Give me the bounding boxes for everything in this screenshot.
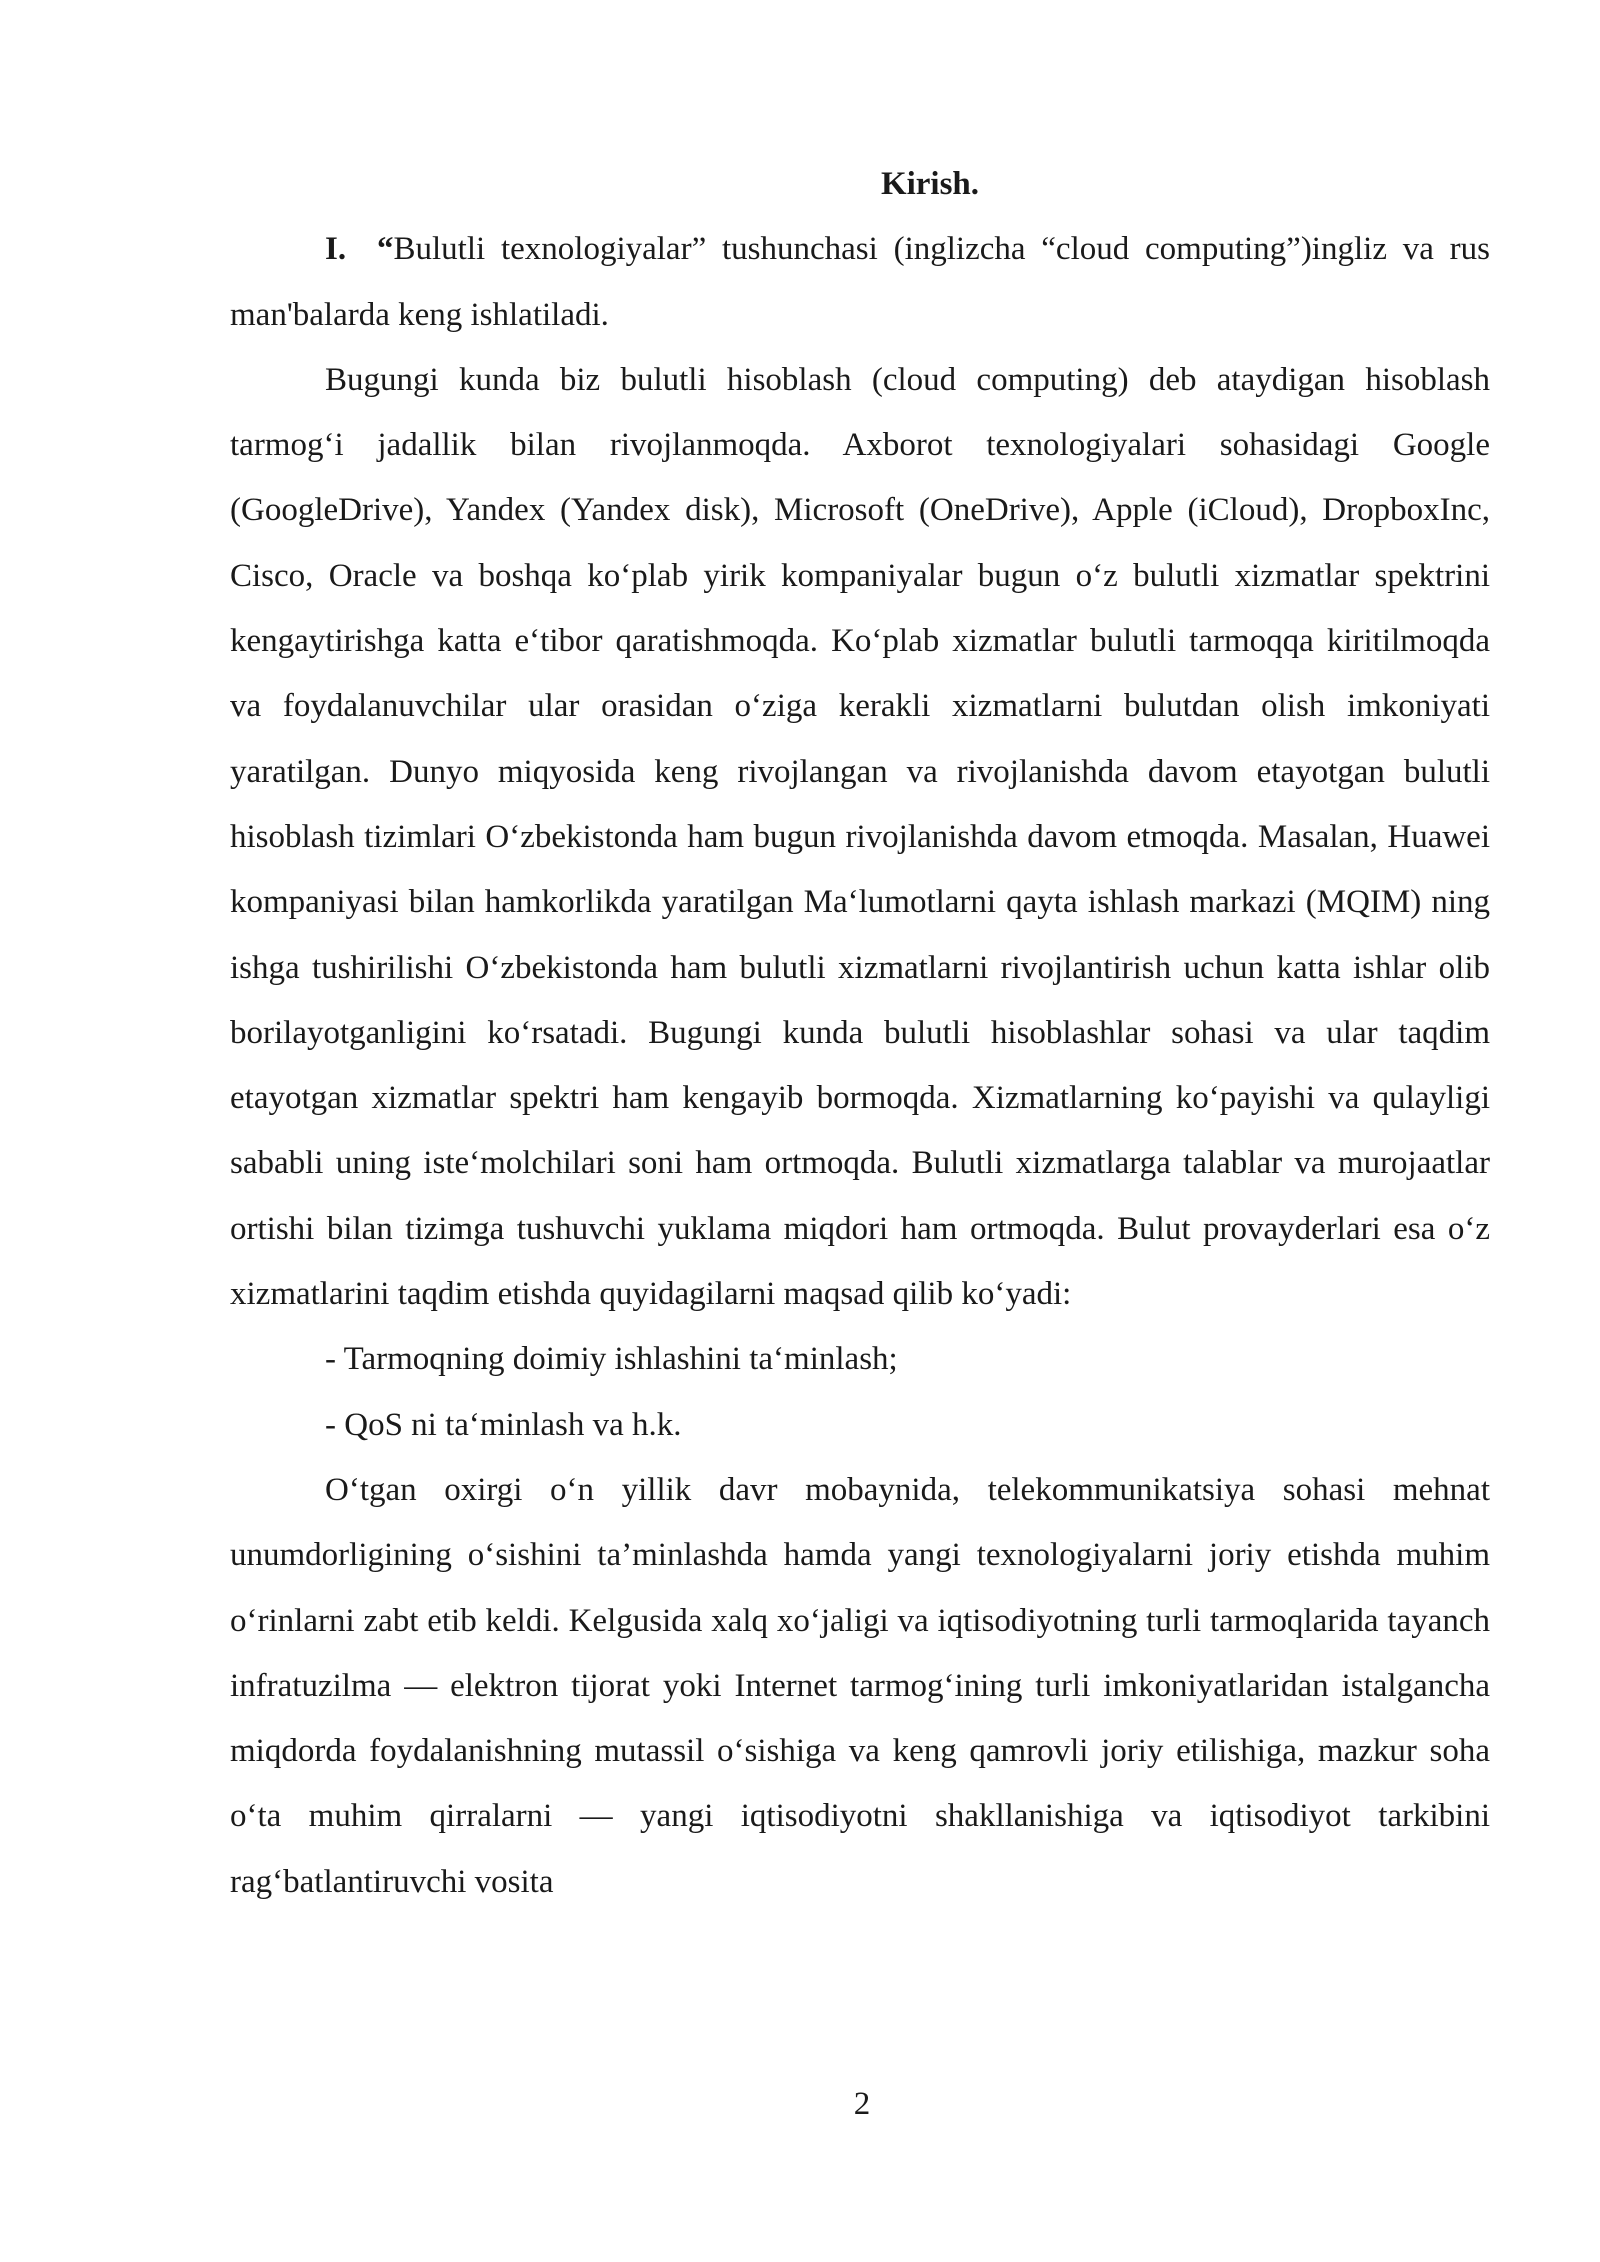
body-paragraph: O‘tgan oxirgi o‘n yillik davr mobaynida, telekommunikatsiya sohasi mehnat unumdorligining o‘sishini ta’minlashda hamda yangi texnologiyalarni joriy etishda muhim o‘rinlarni zabt etib keldi. Kelgusida xalq xo‘jaligi va iqtisodiyotning turli tarmoqlarida tayanch infratuzilma — elektron tijorat yoki Internet tarmog‘ining turli imkoniyatlaridan istalgancha miqdorda foydalanishning mutassil o‘sishiga va keng qamrovli joriy etilishiga, mazkur soha o‘ta muhim qirralarni — yangi iqtisodiyotni shakllanishiga va iqtisodiyot tarkibini rag‘batlantiruvchi vosita	[230, 1471, 1490, 1900]
page-number: 2	[853, 2086, 871, 2122]
intro-paragraph	[230, 217, 1490, 348]
page-body	[230, 152, 1490, 1915]
page-title: Kirish.	[880, 166, 980, 202]
list-item: - Tarmoqning doimiy ishlashini ta‘minlash;	[325, 1341, 898, 1378]
opening-quote-mark: “	[377, 231, 394, 268]
body-paragraph: Bugungi kunda biz bulutli hisoblash (cloud computing) deb ataydigan hisoblash tarmog‘i jadallik bilan rivojlanmoqda. Axborot texnologiyalari sohasidagi Google (GoogleDrive), Yandex (Yandex disk), Microsoft (OneDrive), Apple (iCloud), DropboxInc, Cisco, Oracle va boshqa ko‘plab yirik kompaniyalar bugun o‘z bulutli xizmatlar spektrini kengaytirishga katta e‘tibor qaratishmoqda. Ko‘plab xizmatlar bulutli tarmoqqa kiritilmoqda va foydalanuvchilar ular orasidan o‘ziga kerakli xizmatlarni bulutdan olish imkoniyati yaratilgan. Dunyo miqyosida keng rivojlangan va rivojlanishda davom etayotgan bulutli hisoblash tizimlari O‘zbekistonda ham bugun rivojlanishda davom etmoqda. Masalan, Huawei kompaniyasi bilan hamkorlikda yaratilgan Ma‘lumotlarni qayta ishlash markazi (MQIM) ning ishga tushirilishi O‘zbekistonda ham bulutli xizmatlarni rivojlantirish uchun katta ishlar olib borilayotganligini ko‘rsatadi. Bugungi kunda bulutli hisoblashlar sohasi va ular taqdim etayotgan xizmatlar spektri ham kengayib bormoqda. Xizmatlarning ko‘payishi va qulayligi sababli uning iste‘molchilari soni ham ortmoqda. Bulutli xizmatlarga talablar va murojaatlar ortishi bilan tizimga tushuvchi yuklama miqdori ham ortmoqda. Bulut provayderlari esa o‘z xizmatlarini taqdim etishda quyidagilarni maqsad qilib ko‘yadi:	[230, 361, 1490, 1313]
intro-paragraph-text: Bulutli texnologiyalar” tushunchasi (inglizcha “cloud computing”)ingliz va rus man'balarda keng ishlatiladi.	[230, 231, 1490, 333]
list-item: - QoS ni ta‘minlash va h.k.	[325, 1406, 682, 1443]
section-numeral: I.	[325, 231, 347, 268]
